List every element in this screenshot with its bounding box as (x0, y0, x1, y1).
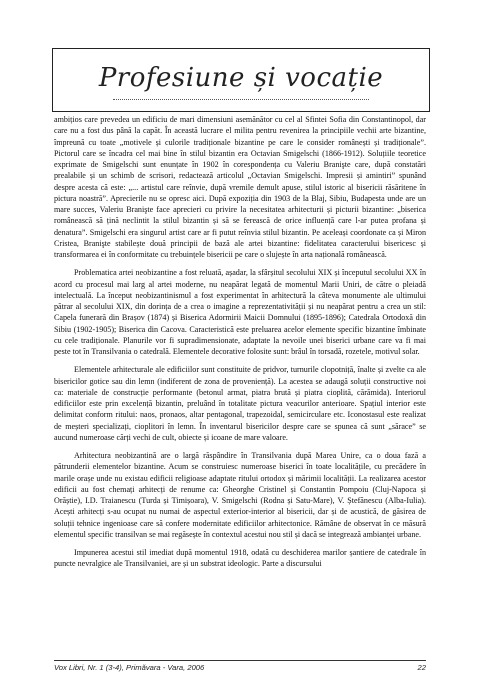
article-body (54, 114, 426, 577)
paragraph-3: Elementele arhitecturale ale edificiilor sunt constituite de pridvor, turnurile clopotniță, înalte și zvelte ca ale bisericilor gotice sau din lemn (indiferent de zona de proveniență). La acestea se adaugă soluții constructive noi ca: materiale de construcție performante (betonul armat, piatra brută și piatra cioplită, cărămida). Interiorul edificiilor este prin excelență bizantin, preluând în totalitate pictura veacurilor anterioare. Spațiul interior este delimitat conform ritului: naos, pronaos, altar pentagonal, trapezoidal, semicirculare etc. Iconostasul este realizat de meșteri specializați, cioplitori în lemn. În inventarul bisericilor despre care se spunea că sunt „sărace” se aucund numeroase cărți vechi de cult, obiecte și icoane de mare valoare. (54, 365, 426, 442)
page-number: 22 (417, 663, 426, 672)
paragraph-2: Problematica artei neobizantine a fost reluată, așadar, la sfârșitul secolului XIX și începutul secolului XX în acord cu procesul mai larg al artei moderne, nu neapărat legată de momentul Marii Uniri, de către o pleiadă intelectuală. La început neobizantinismul a fost experimentat în arhitectură la câteva monumente ale ultimului pătrar al secolului XIX, din dorința de a crea o imagine a reprezentativității și nu neapărat pentru a crea un stil: Capela funerară din Brașov (1874) și Biserica Adormirii Maicii Domnului (1895-1896); Catedrala Ortodoxă din Sibiu (1902-1905); Biserica din Cacova. Caracteristică este preluarea acelor elemente specific bizantine îmbinate cu cele tradiționale. Planurile vor fi supradimensionate, adaptate la nevoile unei biserici urbane care va fi mai peste tot în Transilvania o catedrală. Elementele decorative folosite sunt: brâul în torsadă, rozetele, motivul solar. (54, 268, 426, 356)
page-footer (54, 663, 426, 672)
section-title: Profesiune și vocație (98, 63, 384, 93)
paragraph-5: Impunerea acestui stil imediat după momentul 1918, odată cu deschiderea marilor șantiere de catedrale în puncte nevralgice ale Transilvaniei, are și un substrat ideologic. Parte a discursului (54, 548, 426, 569)
footer-divider (54, 660, 426, 661)
title-underline (113, 99, 369, 100)
paragraph-4: Arhitectura neobizantină are o largă răspândire în Transilvania după Marea Unire, ca o doua fază a pătrunderii elementelor bizantine. Acum se construiesc numeroase biserici în toate localitățile, cu precădere în marile orașe unde nu existau edificii religioase adaptate ritului ortodox și mărimii localității. La realizarea acestor edificii au fost chemați arhitecți de renume ca: Gheorghe Cristinel și Constantin Pompoiu (Cluj-Napoca și Orăștie), I.D. Traianescu (Turda și Timișoara), V. Smigelschi (Rodna și Satu-Mare), V. Ștefănescu (Alba-Iulia). Acești arhitecți s-au ocupat nu numai de aspectul exterior-interior al bisericii, dar și de acustică, de găsirea de soluții tehnice ingenioase care să confere modernitate edificiilor arhitectonice. Rămâne de observat în ce măsură elementul specific transilvan se mai regăsește în contextul acestui nou stil și dacă se integrează ambianței urbane. (54, 451, 426, 539)
journal-citation: Vox Libri, Nr. 1 (3-4), Primăvara - Vara, 2006 (54, 663, 205, 672)
section-header (52, 48, 430, 112)
paragraph-1: ambițios care prevedea un edificiu de mari dimensiuni asemănător cu cel al Sfintei Sofia din Constantinopol, dar care nu a fost dus până la capăt. În această lucrare el milita pentru revenirea la principiile vechii arte bizantine, împreună cu toate „motivele și culorile tradiționale bizantine pe care le consider românești și tradiționale”. Pictorul care se încadra cel mai bine în stilul bizantin era Octavian Smigelschi (1866-1912). Soluțiile teoretice exprimate de Smigelschi sunt enunțate în 1902 în corespondența cu Valeriu Branişte care, după constatări prealabile și un schimb de scrisori, redactează articolul „Octavian Smigelschi. Impresii și amintiri” spunând despre acesta că este: „... artistul care reînvie, după vremile demult apuse, stilul istoric al bisericii răsăritene în pictura noastră”. Aprecierile nu se opresc aici. După expoziția din 1903 de la Blaj, Sibiu, Budapesta unde are un mare succes, Valeriu Branişte face aprecieri cu privire la necesitatea arhitecturii și picturii bizantine: „biserica românească să țină neclintit la stilul bizantin și să se ferească de orice influență care l-ar putea profana și denatura”. Smigelschi era singurul artist care ar fi putut reînvia stilul bizantin. Pe aceleași coordonate ca și Miron Cristea, Branişte stabilește două principii de bază ale artei bizantine: fidelitatea caracterului bisericesc și transformarea ei în conformitate cu trebuințele bisericii pe care o slujește în arta națională românească. (54, 115, 426, 259)
